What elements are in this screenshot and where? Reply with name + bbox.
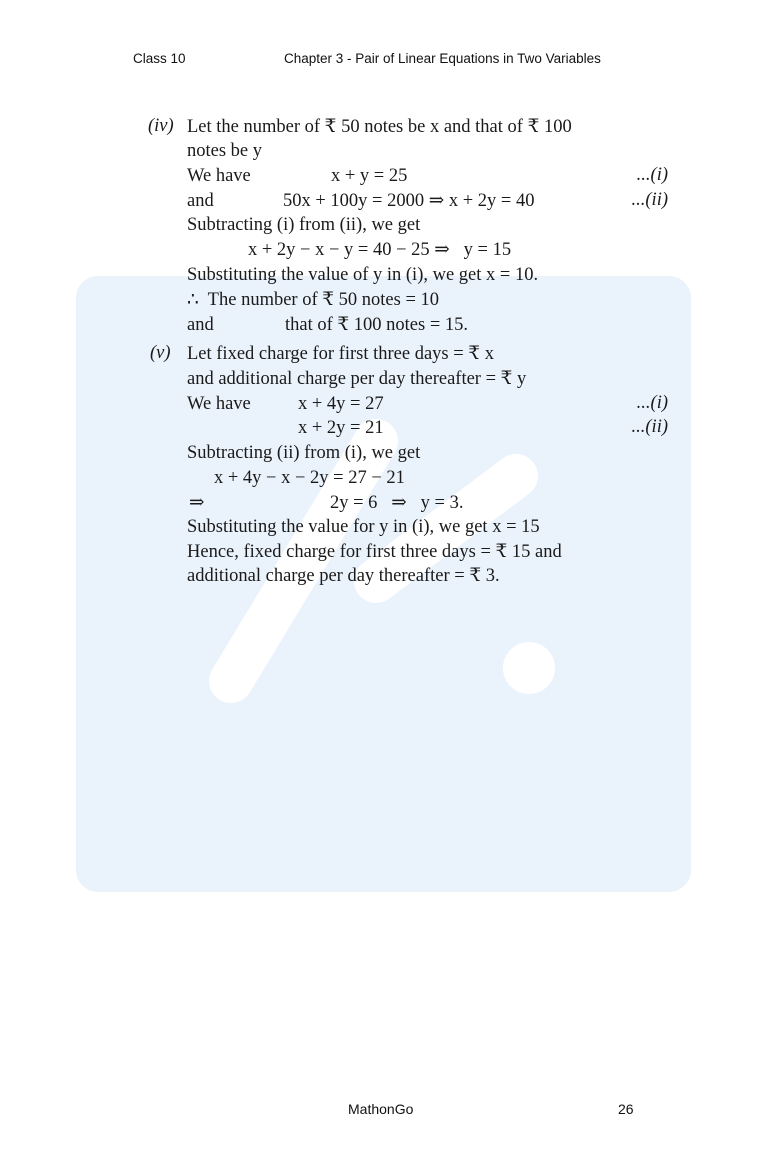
page-number: 26 <box>618 1101 634 1117</box>
part-v-equation-2: x + 2y = 21 <box>298 418 384 438</box>
part-iv-ref-2: ...(ii) <box>631 190 668 210</box>
part-iv-line-2: notes be y <box>187 141 263 161</box>
part-v-conclusion-1: Hence, fixed charge for first three days = ₹ 15 and <box>187 542 562 562</box>
part-iv-subtracting: Subtracting (i) from (ii), we get <box>187 215 421 235</box>
header-chapter-title: Chapter 3 - Pair of Linear Equations in Two Variables <box>284 51 601 66</box>
header-class-label: Class 10 <box>133 51 186 66</box>
part-v-line-2: and additional charge per day thereafter = ₹ y <box>187 369 527 389</box>
part-iv-line-1: Let the number of ₹ 50 notes be x and that of ₹ 100 <box>187 117 572 137</box>
part-iv-and: and <box>187 191 214 211</box>
part-v-label: (v) <box>150 343 171 363</box>
part-v-equation-1: x + 4y = 27 <box>298 394 384 414</box>
part-v-line-1: Let fixed charge for first three days = ₹ x <box>187 344 494 364</box>
part-v-we-have: We have <box>187 394 251 414</box>
part-iv-subtraction-result: x + 2y − x − y = 40 − 25 ⇒ y = 15 <box>248 240 512 260</box>
part-iv-and-2: and <box>187 315 214 335</box>
part-v-substituting: Substituting the value for y in (i), we get x = 15 <box>187 517 540 537</box>
part-iv-we-have: We have <box>187 166 251 186</box>
part-iv-ref-1: ...(i) <box>636 165 668 185</box>
part-iv-equation-1: x + y = 25 <box>331 166 408 186</box>
part-v-conclusion-2: additional charge per day thereafter = ₹ 3. <box>187 566 500 586</box>
part-v-ref-1: ...(i) <box>636 393 668 413</box>
part-v-subtracting: Subtracting (ii) from (i), we get <box>187 443 421 463</box>
part-iv-answer-1: ∴ The number of ₹ 50 notes = 10 <box>187 290 439 310</box>
part-v-ref-2: ...(ii) <box>631 417 668 437</box>
part-v-result: 2y = 6 ⇒ y = 3. <box>330 493 464 513</box>
part-iv-answer-2: that of ₹ 100 notes = 15. <box>285 315 469 335</box>
part-v-subtraction: x + 4y − x − 2y = 27 − 21 <box>214 468 405 488</box>
part-v-implies: ⇒ <box>189 493 205 513</box>
part-iv-label: (iv) <box>148 116 174 136</box>
part-iv-substituting: Substituting the value of y in (i), we get x = 10. <box>187 265 539 285</box>
footer-brand: MathonGo <box>348 1101 414 1117</box>
part-iv-equation-2: 50x + 100y = 2000 ⇒ x + 2y = 40 <box>283 191 535 211</box>
